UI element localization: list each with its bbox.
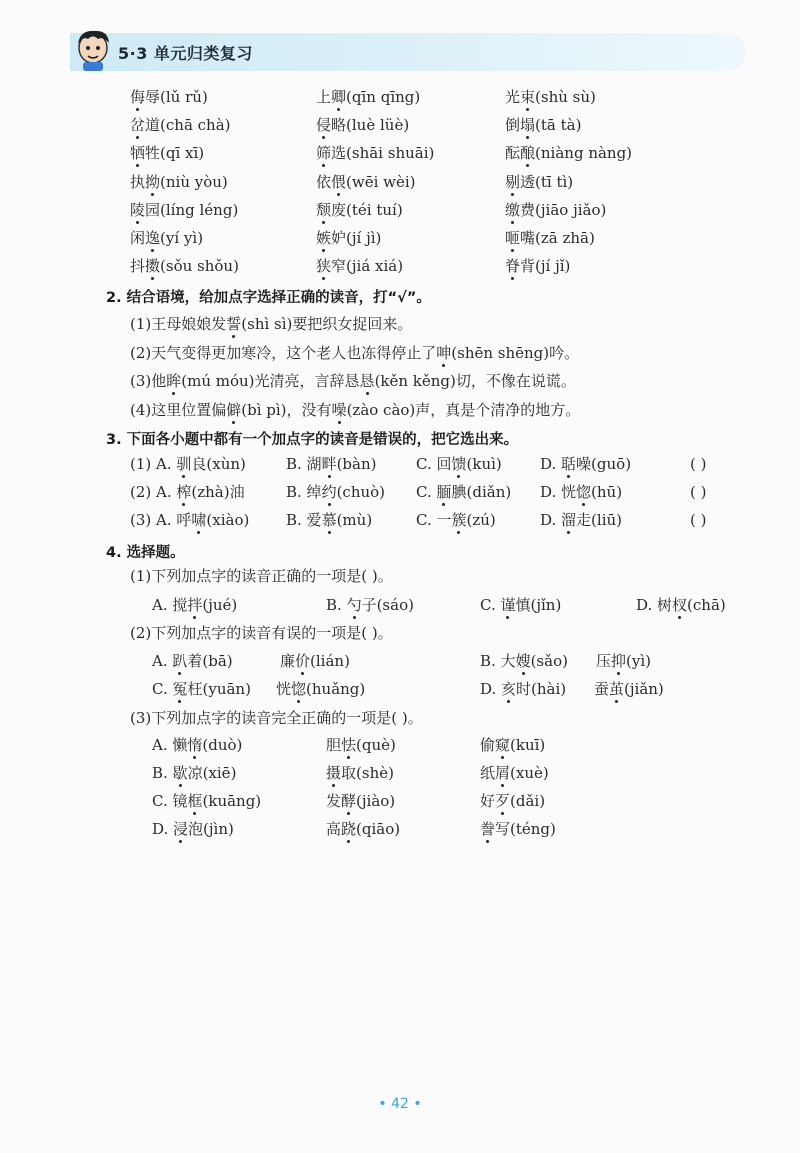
- word-pinyin-item: [316, 229, 381, 247]
- word-char: 选: [331, 144, 347, 163]
- word-pinyin-item: [316, 173, 416, 191]
- word-pinyin-item: [505, 201, 606, 219]
- text-segment: A. 懒: [152, 736, 188, 754]
- dotted-char: 榨: [176, 483, 192, 501]
- question-3-number: (3): [130, 511, 152, 529]
- option-d: [540, 511, 622, 529]
- question-4-2-stem: (2)下列加点字的读音有误的一项是( )。: [130, 624, 393, 642]
- text-segment: B. 绰: [286, 483, 322, 501]
- text-segment: 泡(jìn): [188, 820, 234, 838]
- word-char: 妒: [331, 229, 347, 247]
- pinyin-options: (tā tà): [535, 116, 582, 135]
- option-a: [156, 455, 246, 473]
- question-4-2-option-b: [480, 652, 568, 670]
- text-segment: (xuè): [510, 764, 549, 782]
- text-segment: 高: [326, 820, 342, 838]
- word-pinyin-item: [505, 116, 581, 134]
- word-char: 卿: [331, 88, 347, 106]
- text-segment: C.: [416, 483, 437, 501]
- pinyin-options: (qī xī): [160, 144, 205, 163]
- text-segment: (zào cào)声，真是个清净的地方。: [346, 400, 581, 419]
- dotted-char: 歹: [495, 792, 511, 810]
- word-char: 缴: [505, 200, 521, 219]
- word-pinyin-item: [505, 173, 573, 191]
- text-segment: 偷: [480, 736, 496, 754]
- word-pinyin-item: [316, 144, 434, 162]
- pinyin-options: (lǔ rǔ): [160, 88, 208, 106]
- dotted-char: 怯: [341, 736, 357, 754]
- text-segment: A.: [156, 455, 177, 473]
- dotted-char: 簇: [451, 511, 467, 529]
- question-4-3-option: [152, 736, 242, 754]
- text-segment: D.: [540, 455, 562, 473]
- text-segment: A. 搅: [152, 596, 188, 614]
- option-a: [156, 511, 249, 529]
- dotted-char: 摄: [326, 764, 342, 782]
- word-pinyin-item: [130, 144, 204, 162]
- page-number: • 42 •: [378, 1096, 422, 1112]
- word-char: 园: [145, 200, 161, 219]
- text-segment: (shēn shēng)吟。: [451, 343, 580, 362]
- mascot-icon: [72, 26, 114, 72]
- word-pinyin-item: [130, 116, 231, 134]
- option-a: [156, 483, 245, 501]
- question-4-2-option-c: [152, 680, 251, 698]
- word-char: 束: [520, 88, 536, 106]
- text-segment: (4)这里位置偏: [130, 400, 227, 419]
- text-segment: (sǎo): [530, 652, 568, 670]
- pinyin-options: (qīn qīng): [346, 88, 421, 106]
- dotted-char: 慕: [321, 511, 337, 529]
- dotted-char: 聒: [561, 455, 577, 473]
- question-3-number: (2): [130, 483, 152, 501]
- word-pinyin-item: [505, 88, 596, 106]
- dotted-char: 噪: [331, 400, 347, 419]
- text-segment: (jiǎn): [624, 680, 664, 698]
- text-segment: 纸: [480, 764, 496, 782]
- question-4-3-stem: (3)下列加点字的读音完全正确的一项是( )。: [130, 709, 423, 727]
- text-segment: 胆: [326, 736, 342, 754]
- dotted-char: 浸: [173, 820, 189, 838]
- dotted-char: 誊: [480, 820, 496, 838]
- text-segment: C. 镜: [152, 792, 188, 810]
- text-segment: 压: [596, 652, 612, 670]
- text-segment: D.: [480, 680, 502, 698]
- dotted-char: 嫂: [515, 652, 531, 670]
- pinyin-options: (shù sù): [535, 88, 596, 106]
- text-segment: D. 恍: [540, 483, 577, 501]
- text-segment: (1)王母娘娘发: [130, 315, 227, 333]
- text-segment: C.: [152, 680, 173, 698]
- question-4-2-option-a: [280, 652, 350, 670]
- dotted-char: 畔: [321, 455, 337, 473]
- word-char: 筛: [316, 144, 332, 163]
- question-4-1-option: [152, 596, 237, 614]
- pinyin-options: (jí jì): [346, 229, 382, 247]
- option-c: [416, 483, 511, 501]
- word-char: 嘴: [520, 229, 536, 247]
- text-segment: (chuò): [336, 483, 386, 501]
- word-char: 塌: [520, 116, 536, 135]
- text-segment: (zhà)油: [191, 483, 245, 501]
- pinyin-options: (sǒu shǒu): [160, 257, 239, 276]
- text-segment: 蚕: [594, 680, 610, 698]
- dotted-char: 框: [187, 792, 203, 810]
- word-char: 背: [520, 257, 536, 276]
- text-segment: B.: [326, 596, 347, 614]
- word-pinyin-item: [130, 229, 203, 247]
- word-char: 依: [316, 172, 332, 191]
- question-4-2-option-a: [152, 652, 233, 670]
- option-c: [416, 455, 502, 473]
- dotted-char: 眸: [166, 372, 182, 390]
- pinyin-options: (líng léng): [160, 200, 239, 219]
- pinyin-options: (jiāo jiǎo): [535, 200, 607, 219]
- word-char: 略: [331, 116, 347, 135]
- word-char: 牲: [145, 144, 161, 163]
- word-char: 辱: [145, 88, 161, 106]
- word-char: 擞: [145, 257, 161, 276]
- pinyin-options: (niù yòu): [160, 172, 228, 191]
- question-4-3-option: [152, 820, 234, 838]
- word-pinyin-item: [505, 257, 570, 275]
- option-c: [416, 511, 496, 529]
- text-segment: 噪(guō): [576, 455, 632, 473]
- dotted-char: 惚: [291, 680, 307, 698]
- word-char: 上: [316, 88, 332, 106]
- word-char: 抖: [130, 257, 146, 276]
- question-4-heading: 4. 选择题。: [106, 545, 185, 561]
- word-char: 拗: [145, 172, 161, 191]
- dotted-char: 抑: [611, 652, 627, 670]
- text-segment: 取(shè): [341, 764, 394, 782]
- question-4-1-option: [636, 596, 726, 614]
- answer-blank[interactable]: ( ): [690, 511, 707, 529]
- dotted-char: 腼: [436, 483, 452, 501]
- word-char: 剔: [505, 172, 521, 191]
- text-segment: B.: [152, 764, 173, 782]
- question-2-item: [130, 315, 412, 333]
- word-char: 狭: [316, 257, 332, 276]
- question-4-3-option: [326, 764, 394, 782]
- answer-blank[interactable]: ( ): [690, 483, 707, 501]
- word-pinyin-item: [130, 201, 238, 219]
- text-segment: (chā): [687, 596, 726, 614]
- text-segment: D.: [540, 511, 562, 529]
- text-segment: (3)他: [130, 372, 167, 390]
- text-segment: (jué): [202, 596, 238, 614]
- dotted-char: 酵: [341, 792, 357, 810]
- option-b: [286, 483, 385, 501]
- text-segment: (zú): [466, 511, 496, 529]
- dotted-char: 价: [295, 652, 311, 670]
- dotted-char: 勺: [346, 596, 362, 614]
- word-pinyin-item: [316, 201, 403, 219]
- question-3-heading: 3. 下面各小题中都有一个加点字的读音是错误的，把它选出来。: [106, 432, 519, 448]
- text-segment: B. 大: [480, 652, 516, 670]
- text-segment: 子(sáo): [361, 596, 414, 614]
- text-segment: 枉(yuān): [187, 680, 251, 698]
- text-segment: A.: [152, 652, 173, 670]
- text-segment: B. 爱: [286, 511, 322, 529]
- text-segment: D. 树: [636, 596, 673, 614]
- question-4-3-option: [480, 764, 549, 782]
- text-segment: (kuī): [510, 736, 546, 754]
- text-segment: C. 一: [416, 511, 452, 529]
- dotted-char: 趴: [172, 652, 188, 670]
- pinyin-options: (niàng nàng): [535, 144, 633, 163]
- pinyin-options: (téi tuí): [346, 200, 403, 219]
- option-d: [540, 483, 622, 501]
- question-4-3-option: [480, 736, 545, 754]
- pinyin-options: (wēi wèi): [346, 172, 416, 191]
- dotted-char: 跷: [341, 820, 357, 838]
- word-char: 倒: [505, 116, 521, 135]
- dotted-char: 溜: [561, 511, 577, 529]
- pinyin-options: (tī tì): [535, 172, 574, 191]
- text-segment: (qiāo): [356, 820, 401, 838]
- text-segment: (shì sì)要把织女捉回来。: [241, 315, 413, 333]
- text-segment: (què): [356, 736, 396, 754]
- question-4-3-option: [480, 820, 556, 838]
- question-4-3-option: [480, 792, 545, 810]
- question-2-item: [130, 401, 580, 419]
- text-segment: 腆(diǎn): [451, 483, 512, 501]
- word-pinyin-item: [130, 88, 208, 106]
- text-segment: D.: [152, 820, 174, 838]
- pinyin-options: (zā zhā): [535, 229, 595, 247]
- word-char: 侮: [130, 88, 146, 106]
- text-segment: 恍: [276, 680, 292, 698]
- text-segment: B. 湖: [286, 455, 322, 473]
- text-segment: 好: [480, 792, 496, 810]
- word-char: 酿: [520, 144, 536, 163]
- question-4-3-option: [152, 792, 261, 810]
- text-segment: (xiào): [206, 511, 250, 529]
- question-4-1-option: [326, 596, 414, 614]
- question-4-3-option: [152, 764, 236, 782]
- text-segment: A.: [156, 483, 177, 501]
- text-segment: 着(bā): [187, 652, 233, 670]
- word-char: 费: [520, 200, 536, 219]
- dotted-char: 惚: [576, 483, 592, 501]
- dotted-char: 啸: [191, 511, 207, 529]
- question-4-3-option: [326, 820, 400, 838]
- question-4-1-stem: (1)下列加点字的读音正确的一项是( )。: [130, 567, 393, 585]
- dotted-char: 约: [321, 483, 337, 501]
- text-segment: (mú móu)光清亮，言辞恳: [181, 372, 360, 390]
- word-pinyin-item: [505, 144, 632, 162]
- dotted-char: 歇: [172, 764, 188, 782]
- text-segment: 发: [326, 792, 342, 810]
- dotted-char: 恳: [359, 372, 375, 390]
- text-segment: 走(liū): [576, 511, 623, 529]
- question-4-3-option: [326, 792, 395, 810]
- pinyin-options: (luè lüè): [346, 116, 410, 135]
- text-segment: A. 呼: [156, 511, 192, 529]
- word-char: 透: [520, 172, 536, 191]
- word-char: 侵: [316, 116, 332, 135]
- question-3-number: (1): [130, 455, 152, 473]
- word-pinyin-item: [316, 116, 409, 134]
- text-segment: 慎(jǐn): [515, 596, 562, 614]
- dotted-char: 惰: [187, 736, 203, 754]
- text-segment: (jiào): [356, 792, 396, 810]
- dotted-char: 亥: [501, 680, 517, 698]
- dotted-char: 屑: [495, 764, 511, 782]
- text-segment: (kuāng): [202, 792, 262, 810]
- text-segment: 时(hài): [516, 680, 567, 698]
- word-char: 窄: [331, 257, 347, 276]
- word-char: 废: [331, 200, 347, 219]
- text-segment: 廉: [280, 652, 296, 670]
- text-segment: (bì pì)，没有: [241, 400, 332, 419]
- option-b: [286, 455, 377, 473]
- word-char: 脊: [505, 257, 521, 276]
- word-pinyin-item: [130, 173, 228, 191]
- word-char: 道: [145, 116, 161, 135]
- question-4-1-option: [480, 596, 561, 614]
- word-char: 偎: [331, 172, 347, 191]
- pinyin-options: (shāi shuāi): [346, 144, 435, 163]
- word-char: 岔: [130, 116, 146, 135]
- word-char: 牺: [130, 144, 146, 163]
- dotted-char: 谨: [500, 596, 516, 614]
- dotted-char: 窥: [495, 736, 511, 754]
- text-segment: (duò): [202, 736, 243, 754]
- dotted-char: 誓: [226, 315, 242, 333]
- text-segment: (lián): [310, 652, 350, 670]
- question-4-2-option-c: [276, 680, 365, 698]
- text-segment: (hū): [591, 483, 623, 501]
- text-segment: (kuì): [466, 455, 502, 473]
- question-4-3-option: [326, 736, 396, 754]
- question-4-2-option-d: [594, 680, 664, 698]
- word-char: 光: [505, 88, 521, 106]
- word-pinyin-item: [130, 257, 239, 275]
- question-4-2-option-d: [480, 680, 566, 698]
- text-segment: C. 回: [416, 455, 452, 473]
- page-title: 5·3 单元归类复习: [118, 44, 253, 63]
- dotted-char: 馈: [451, 455, 467, 473]
- word-char: 逸: [145, 229, 161, 247]
- question-2-heading: 2. 结合语境，给加点字选择正确的读音，打“√”。: [106, 290, 431, 306]
- word-char: 闲: [130, 229, 146, 247]
- dotted-char: 呻: [436, 343, 452, 362]
- option-d: [540, 455, 631, 473]
- text-segment: (dǎi): [510, 792, 546, 810]
- question-2-item: [130, 344, 579, 362]
- word-char: 嫉: [316, 229, 332, 247]
- word-char: 颓: [316, 200, 332, 219]
- pinyin-options: (jiá xiá): [346, 257, 404, 276]
- text-segment: 良(xùn): [191, 455, 246, 473]
- pinyin-options: (jí jǐ): [535, 257, 571, 276]
- question-4-2-option-b: [596, 652, 651, 670]
- text-segment: C.: [480, 596, 501, 614]
- dotted-char: 驯: [176, 455, 192, 473]
- dotted-char: 僻: [226, 400, 242, 419]
- word-char: 执: [130, 172, 146, 191]
- text-segment: (kěn kěng)切，不像在说谎。: [374, 372, 576, 390]
- word-char: 酝: [505, 144, 521, 163]
- text-segment: (mù): [336, 511, 373, 529]
- word-pinyin-item: [316, 257, 403, 275]
- word-pinyin-item: [316, 88, 420, 106]
- text-segment: 写(téng): [495, 820, 556, 838]
- dotted-char: 杈: [672, 596, 688, 614]
- text-segment: (bàn): [336, 455, 377, 473]
- dotted-char: 冤: [172, 680, 188, 698]
- pinyin-options: (chā chà): [160, 116, 231, 135]
- option-b: [286, 511, 372, 529]
- question-2-item: [130, 372, 576, 390]
- word-char: 陵: [130, 200, 146, 219]
- text-segment: (yì): [626, 652, 652, 670]
- text-segment: (2)天气变得更加寒冷，这个老人也冻得停止了: [130, 343, 437, 362]
- text-segment: (huǎng): [306, 680, 366, 698]
- word-char: 咂: [505, 229, 521, 247]
- pinyin-options: (yí yì): [160, 229, 204, 247]
- answer-blank[interactable]: ( ): [690, 455, 707, 473]
- dotted-char: 茧: [609, 680, 625, 698]
- dotted-char: 拌: [187, 596, 203, 614]
- word-pinyin-item: [505, 229, 595, 247]
- text-segment: 凉(xiē): [187, 764, 237, 782]
